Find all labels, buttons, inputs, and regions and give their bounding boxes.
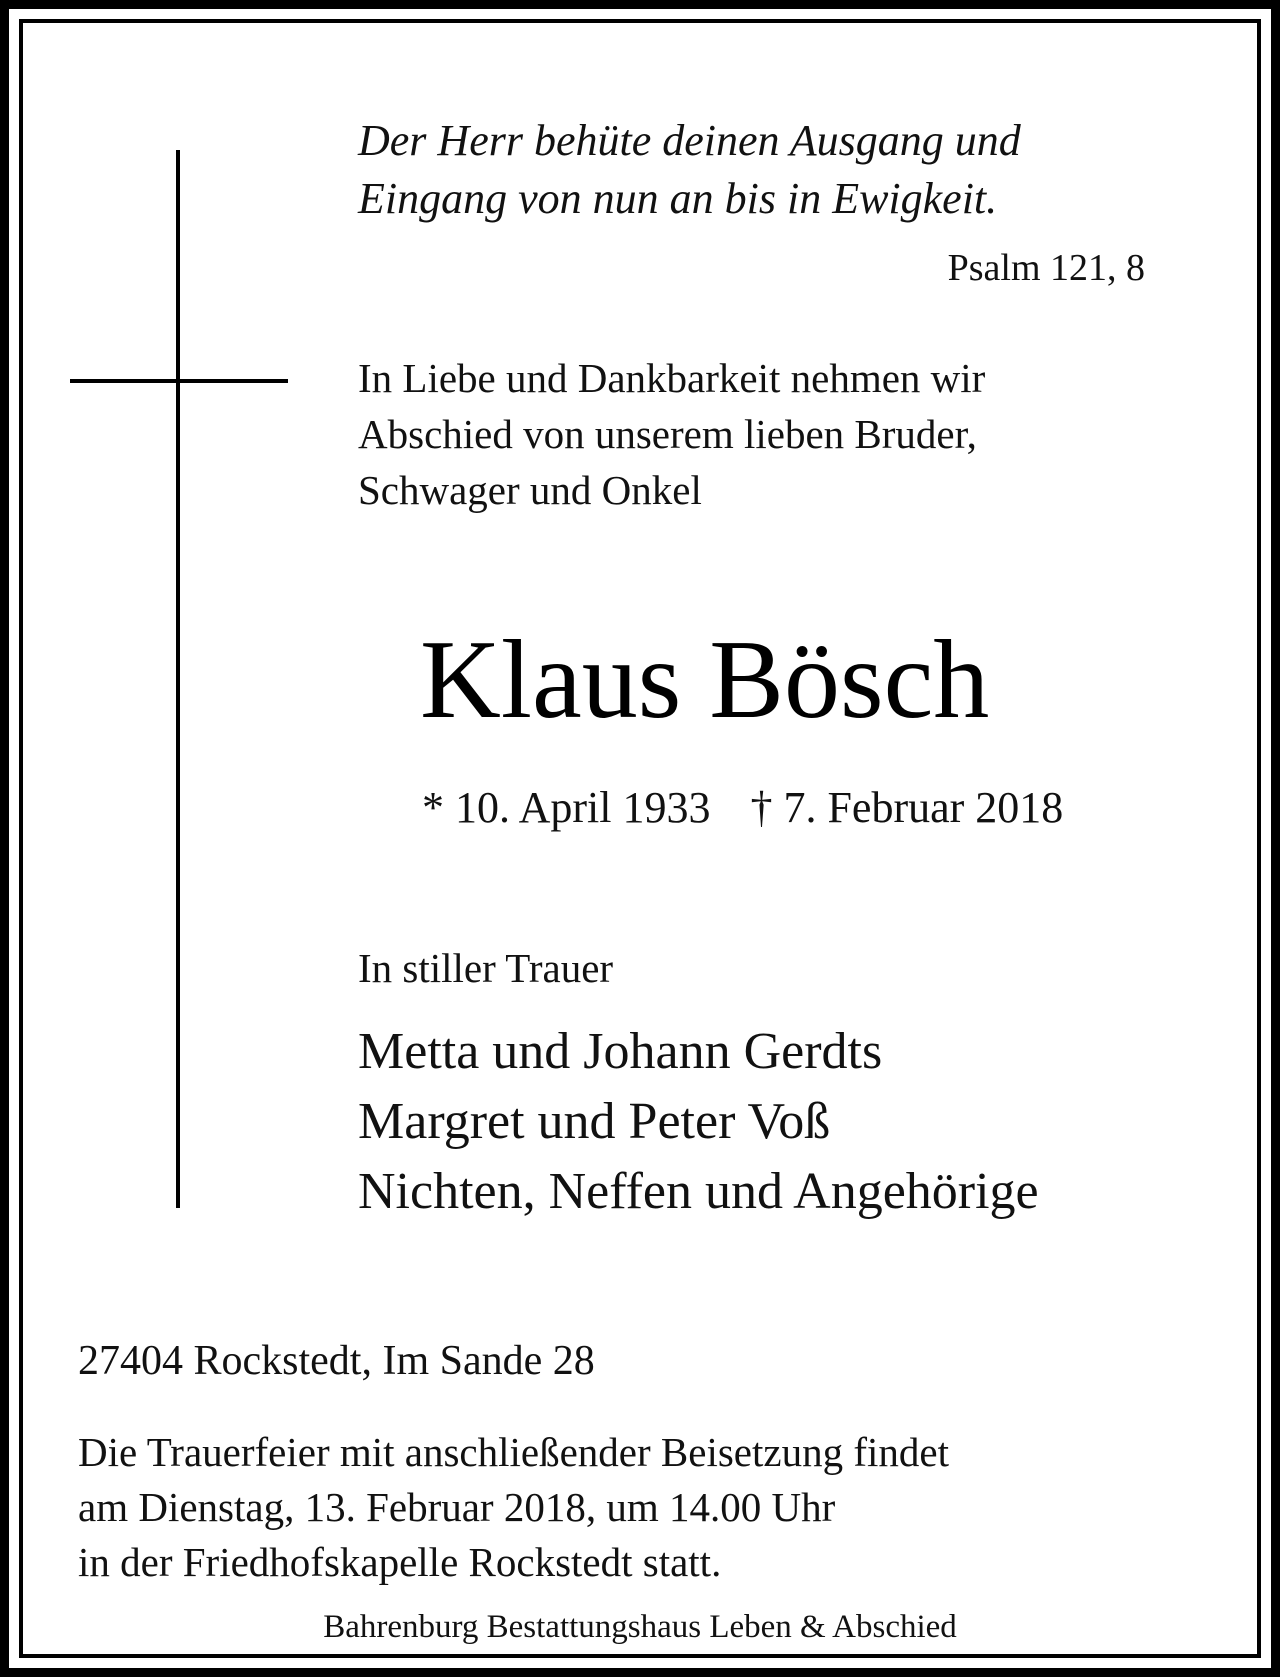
mourning-label: In stiller Trauer xyxy=(358,945,614,991)
intro-line: Abschied von unserem lieben Bruder, xyxy=(358,411,977,457)
verse-reference: Psalm 121, 8 xyxy=(947,247,1145,289)
mourner-name: Metta und Johann Gerdts xyxy=(358,1023,883,1080)
deceased-name: Klaus Bösch xyxy=(420,618,990,742)
funeral-home-credit: Bahrenburg Bestattungshaus Leben & Abschied xyxy=(323,1609,957,1645)
cross-vertical-bar xyxy=(176,150,180,1208)
birth-date: * 10. April 1933 xyxy=(422,783,711,832)
verse-line: Der Herr behüte deinen Ausgang und xyxy=(358,116,1021,165)
death-date: † 7. Februar 2018 xyxy=(750,783,1064,832)
bible-verse xyxy=(358,112,1021,228)
service-info xyxy=(78,1425,949,1590)
cross-horizontal-bar xyxy=(70,379,288,383)
mourner-name: Nichten, Neffen und Angehörige xyxy=(358,1163,1039,1220)
service-line: am Dienstag, 13. Februar 2018, um 14.00 Uhr xyxy=(78,1484,836,1530)
mourners-list xyxy=(358,1017,1039,1227)
intro-line: Schwager und Onkel xyxy=(358,467,702,513)
address: 27404 Rockstedt, Im Sande 28 xyxy=(78,1338,595,1384)
life-dates xyxy=(422,780,1063,836)
mourner-name: Margret und Peter Voß xyxy=(358,1093,831,1150)
verse-line: Eingang von nun an bis in Ewigkeit. xyxy=(358,174,998,223)
service-line: Die Trauerfeier mit anschließender Beisetzung findet xyxy=(78,1429,949,1475)
intro-text xyxy=(358,350,985,518)
intro-line: In Liebe und Dankbarkeit nehmen wir xyxy=(358,355,986,401)
service-line: in der Friedhofskapelle Rockstedt statt. xyxy=(78,1539,722,1585)
